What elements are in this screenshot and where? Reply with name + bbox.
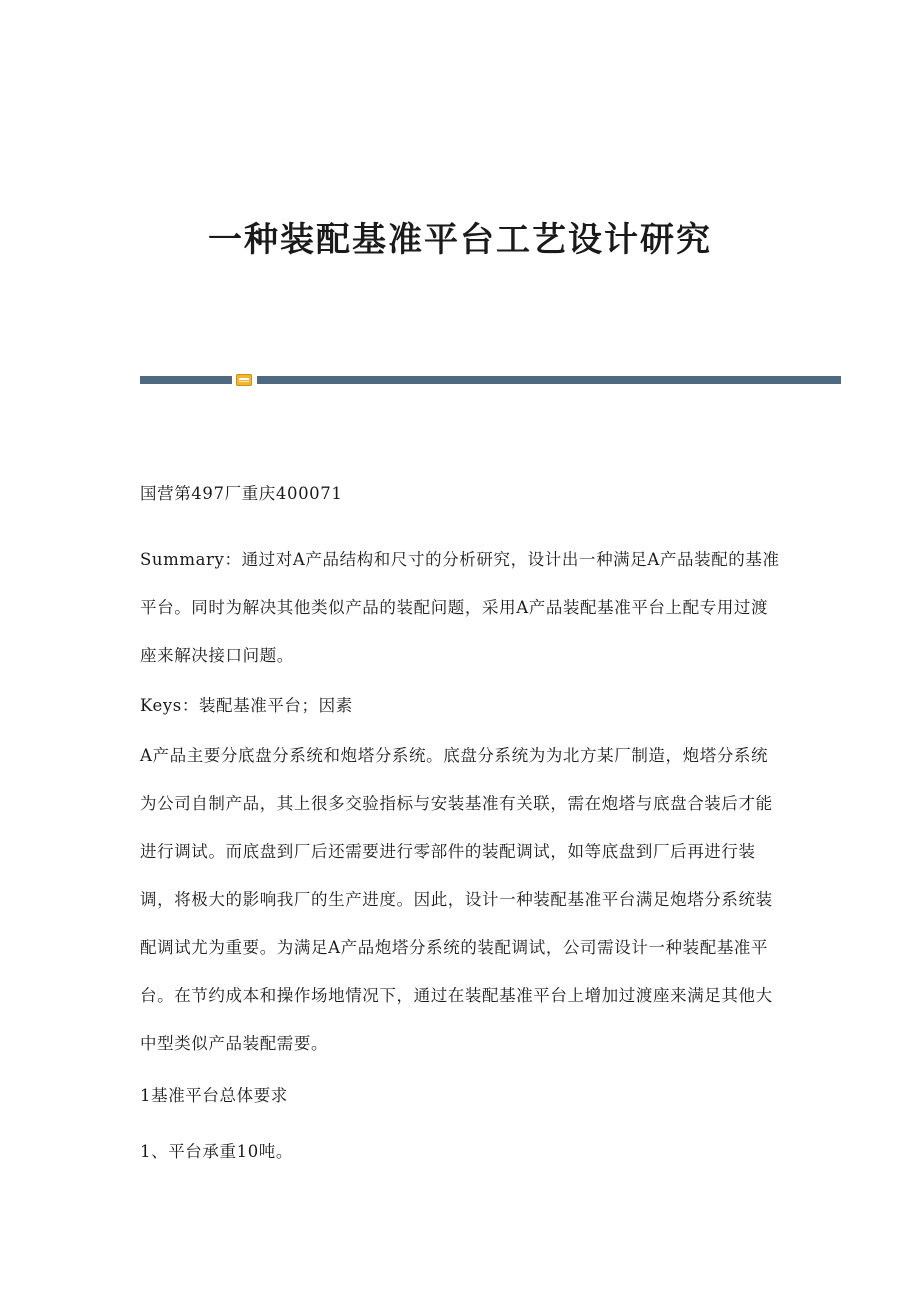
section-heading: 1基准平台总体要求 xyxy=(140,1086,288,1105)
divider-bar-right xyxy=(257,376,841,384)
summary-paragraph: Summary：通过对A产品结构和尺寸的分析研究，设计出一种满足A产品装配的基准平台。同时为解决其他类似产品的装配问题，采用A产品装配基准平台上配专用过渡座来解决接口问题。 xyxy=(140,550,780,665)
keys-paragraph: Keys：装配基准平台；因素 xyxy=(140,696,353,715)
document-body xyxy=(140,470,785,1176)
divider-bar-left xyxy=(140,376,232,384)
requirement-item: 1、平台承重10吨。 xyxy=(140,1142,293,1161)
intro-paragraph: A产品主要分底盘分系统和炮塔分系统。底盘分系统为为北方某厂制造，炮塔分系统为公司自制产品，其上很多交验指标与安装基准有关联，需在炮塔与底盘合装后才能进行调试。而底盘到厂后还需要进行零部件的装配调试，如等底盘到厂后再进行装调，将极大的影响我厂的生产进度。因此，设计一种装配基准平台满足炮塔分系统装配调试尤为重要。为满足A产品炮塔分系统的装配调试，公司需设计一种装配基准平台。在节约成本和操作场地情况下，通过在装配基准平台上增加过渡座来满足其他大中型类似产品装配需要。 xyxy=(140,746,773,1053)
document-title: 一种装配基准平台工艺设计研究 xyxy=(208,220,712,260)
divider-emblem-icon xyxy=(236,374,252,386)
affiliation: 国营第497厂重庆400071 xyxy=(140,484,343,503)
title-divider xyxy=(140,374,841,386)
